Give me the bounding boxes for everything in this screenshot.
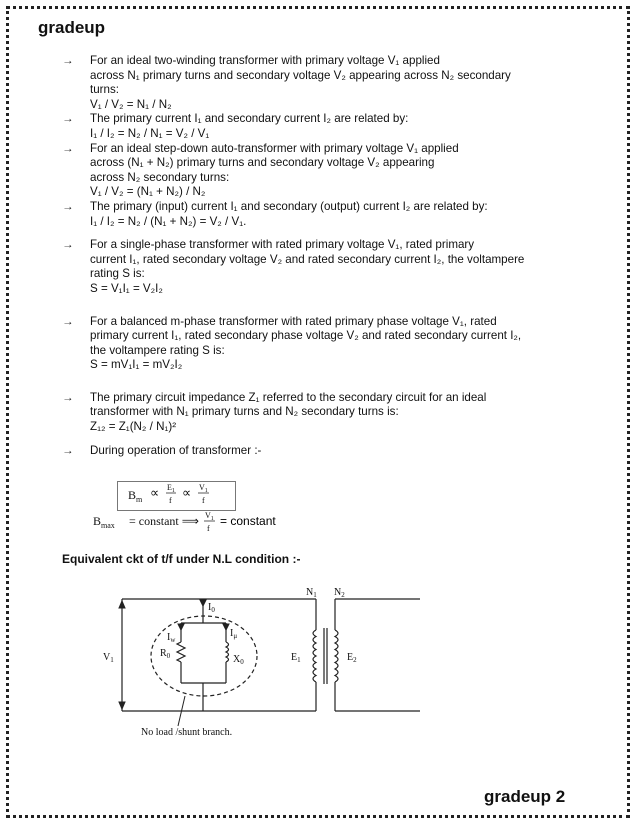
v1-over-f-den: f xyxy=(207,524,210,533)
arrow-icon: → xyxy=(62,199,74,213)
v1-numerator: $V_1$ xyxy=(199,483,208,494)
proportional-symbol: ∝ xyxy=(150,485,160,500)
v1-arrow-down-icon xyxy=(119,702,125,709)
v1-label: $V_1$ xyxy=(103,652,114,664)
f-denominator-2: f xyxy=(202,496,205,505)
note-item-2: → The primary current I₁ and secondary current I₂ are related by: I₁ / I₂ = N₂ / N₁ = V₂ / V₁ xyxy=(62,112,409,140)
arrow-icon: → xyxy=(62,141,74,155)
v1-arrow-up-icon xyxy=(119,601,125,608)
constant-implies: = constant ⟹ xyxy=(129,514,199,528)
i0-arrow-icon xyxy=(200,600,206,606)
bmax-symbol: $B_{max}$ xyxy=(93,514,115,530)
imu-arrow-icon xyxy=(223,624,229,630)
v1-over-f-num: $V_1$ xyxy=(205,511,214,522)
imu-label: $I_\mu$ xyxy=(230,628,238,640)
i0-label: $I_0$ xyxy=(208,602,215,614)
proportional-symbol-2: ∝ xyxy=(182,485,192,500)
n2-label: $N_2$ xyxy=(334,587,345,599)
secondary-coil xyxy=(335,630,338,682)
arrow-icon: → xyxy=(62,54,74,67)
footer-page-label: gradeup 2 xyxy=(484,787,566,806)
r0-resistor xyxy=(177,642,185,662)
circuit-diagram xyxy=(122,599,420,726)
note-item-8: → During operation of transformer :- xyxy=(62,443,262,457)
r0-label: $R_0$ xyxy=(160,648,171,660)
e2-label: $E_2$ xyxy=(347,652,357,664)
bm-symbol: $B_m$ xyxy=(128,488,143,504)
constant-tail: = constant xyxy=(220,514,276,528)
arrow-icon: → xyxy=(62,443,74,457)
primary-coil xyxy=(313,630,316,682)
note-item-5: → For a single-phase transformer with rated primary voltage V₁, rated primary current I₁, rated secondary voltage V₂ and rated secondary current I₂, the voltampere rating S is: S = V₁I₁ = V₂I₂ xyxy=(62,238,525,295)
e1-label: $E_1$ xyxy=(291,652,301,664)
note-item-4: → The primary (input) current I₁ and secondary (output) current I₂ are related by: I₁ / I₂ = N₂ / (N₁ + N₂) = V₂ / V₁. xyxy=(62,199,488,228)
brand-logo-text: gradeup xyxy=(38,18,106,37)
circuit-arrows xyxy=(119,600,229,709)
section-heading: Equivalent ckt of t/f under N.L condition :- xyxy=(62,552,301,566)
e1-numerator: $E_1$ xyxy=(167,483,175,494)
note-item-7: → The primary circuit impedance Z₁ referred to the secondary circuit for an ideal transformer with N₁ primary turns and N₂ secondary turns is: Z₁₂ = Z₁(N₂ / N₁)² xyxy=(62,390,487,434)
note-item-6: → For a balanced m-phase transformer with rated primary phase voltage V₁, rated primary current I₁, rated secondary phase voltage V₂ and rated secondary current I₂, the voltampere rating S is: S = mV₁I₁ = mV₂I₂ xyxy=(62,314,522,372)
iw-arrow-icon xyxy=(178,624,184,630)
arrow-icon: → xyxy=(62,390,74,404)
arrow-icon: → xyxy=(62,112,74,126)
arrow-icon: → xyxy=(62,314,74,328)
note-item-1: → For an ideal two-winding transformer with primary voltage V₁ applied across N₁ primary turns and secondary voltage V₂ appearing across N₂ secondary turns: V₁ / V₂ = N₁ / N₂ xyxy=(62,54,511,111)
x0-label: $X_0$ xyxy=(233,654,244,666)
arrow-icon: → xyxy=(62,238,74,252)
n1-label: $N_1$ xyxy=(306,587,317,599)
f-denominator: f xyxy=(169,496,172,505)
iw-label: $I_w$ xyxy=(167,632,176,644)
x0-inductor xyxy=(226,642,229,662)
note-item-3: → For an ideal step-down auto-transformer with primary voltage V₁ applied across (N₁ + N₂) primary turns and secondary voltage V₂ appearing across N₂ secondary turns: V₁ / V₂ = (N₁ + N₂) / N₂ xyxy=(62,141,459,199)
shunt-branch-caption: No load /shunt branch. xyxy=(141,727,233,738)
